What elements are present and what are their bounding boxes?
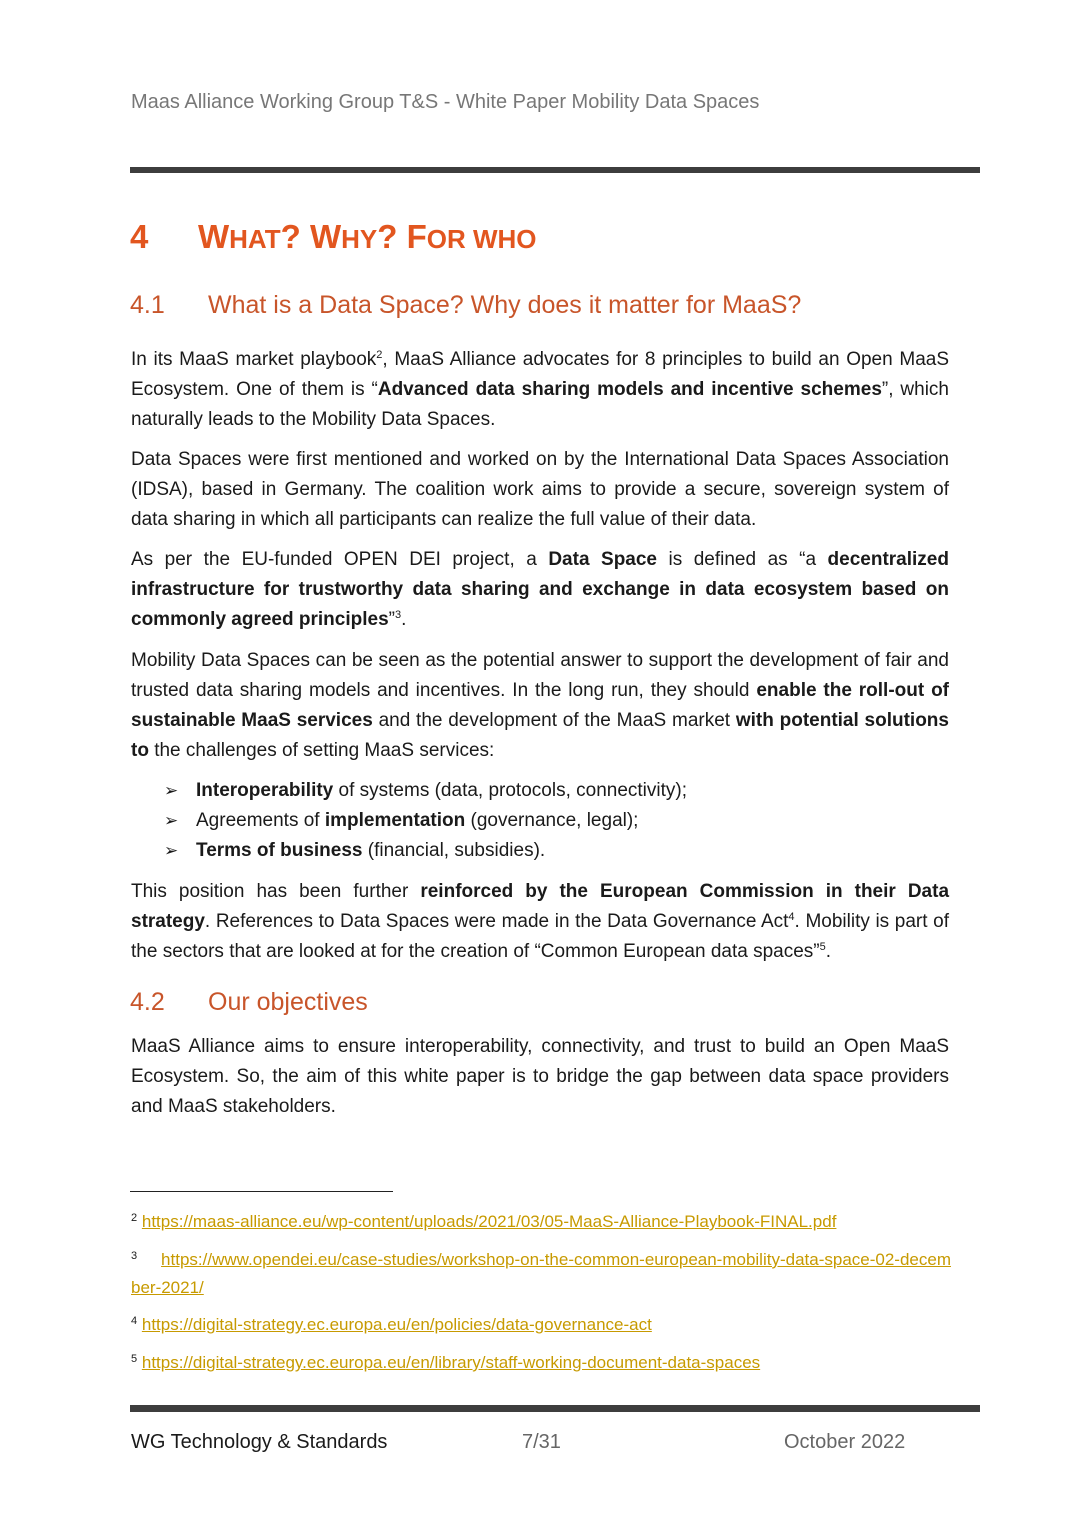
bold-text: decentralized infrastructure for trustworthy data sharing and exchange in data ecosystem based on commonly agreed principles bbox=[131, 549, 949, 630]
list-item bbox=[164, 836, 687, 866]
bold-text: Terms of business bbox=[196, 840, 363, 861]
text: and the development of the MaaS market bbox=[372, 710, 736, 731]
subsection-title: Our objectives bbox=[208, 988, 368, 1016]
footnote-number: 4 bbox=[131, 1315, 138, 1327]
subsection-number: 4.1 bbox=[130, 291, 165, 319]
text: Data Spaces were first mentioned and worked on by the International Data Spaces Association (IDSA), based in Germany. The coalition work aims to provide a secure, sovereign system of data sharing in which all participants can realize the full value of their data. bbox=[131, 449, 949, 530]
footnote-link[interactable]: https://digital-strategy.ec.europa.eu/en/library/staff-working-document-data-spaces bbox=[141, 1353, 761, 1372]
bullet-list bbox=[164, 776, 687, 866]
arrow-bullet-icon: ➢ bbox=[164, 841, 179, 860]
footnote-ref[interactable]: 2 bbox=[376, 349, 383, 361]
footer-working-group: WG Technology & Standards bbox=[131, 1431, 388, 1453]
bold-text: with potential solutions to bbox=[131, 710, 949, 761]
text: . bbox=[825, 941, 832, 962]
text: As per the EU-funded OPEN DEI project, a bbox=[131, 549, 549, 570]
section-title-part: HAT bbox=[229, 224, 281, 254]
paragraph bbox=[131, 345, 949, 435]
arrow-bullet-icon: ➢ bbox=[164, 781, 179, 800]
text: MaaS Alliance aims to ensure interoperability, connectivity, and trust to build an Open MaaS Ecosystem. So, the aim of this white paper is to bridge the gap between data space providers and MaaS stakeholders. bbox=[131, 1036, 949, 1117]
arrow-bullet-icon: ➢ bbox=[164, 811, 179, 830]
section-title-part: HY bbox=[341, 224, 378, 254]
paragraph bbox=[131, 877, 949, 967]
list-item bbox=[164, 776, 687, 806]
list-item bbox=[164, 806, 687, 836]
footnote-ref[interactable]: 3 bbox=[394, 609, 402, 621]
subsection-heading bbox=[130, 291, 801, 320]
footnote bbox=[131, 1311, 951, 1339]
bold-text: Advanced data sharing models and incentive schemes bbox=[377, 379, 882, 400]
bold-text: Data Space bbox=[548, 549, 657, 570]
footer-rule bbox=[130, 1405, 980, 1412]
text: . Mobility is part of the sectors that are looked at for the creation of “Common European data spaces” bbox=[131, 911, 949, 962]
footnote-link[interactable]: https://www.opendei.eu/case-studies/workshop-on-the-common-european-mobility-data-space-02-december-2021/ bbox=[131, 1250, 951, 1297]
footnote-link[interactable]: https://maas-alliance.eu/wp-content/uploads/2021/03/05-MaaS-Alliance-Playbook-FINAL.pdf bbox=[141, 1212, 837, 1231]
footnote-ref[interactable]: 4 bbox=[788, 911, 795, 923]
footnote-number: 3 bbox=[131, 1250, 138, 1262]
bold-text: implementation bbox=[324, 810, 466, 831]
subsection-title: What is a Data Space? Why does it matter for MaaS? bbox=[208, 291, 802, 319]
paragraph bbox=[131, 545, 949, 635]
bold-text: Interoperability bbox=[196, 780, 334, 801]
section-heading bbox=[130, 218, 537, 256]
footer-date: October 2022 bbox=[784, 1431, 906, 1453]
running-header: Maas Alliance Working Group T&S - White Paper Mobility Data Spaces bbox=[131, 91, 760, 113]
paragraph bbox=[131, 1032, 949, 1122]
section-title-part: ? W bbox=[280, 218, 342, 255]
header-rule bbox=[130, 167, 980, 173]
bold-text: reinforced by the European Commission in their Data strategy bbox=[131, 881, 950, 932]
paragraph bbox=[131, 646, 949, 766]
section-title-part: OR WHO bbox=[426, 224, 537, 254]
text: ”, which naturally leads to the Mobility Data Spaces. bbox=[131, 379, 949, 430]
text: is defined as “a bbox=[657, 549, 828, 570]
paragraph bbox=[131, 445, 949, 535]
footnote bbox=[131, 1246, 951, 1302]
section-title-part: W bbox=[198, 218, 230, 255]
footnote bbox=[131, 1349, 951, 1377]
footnote-number: 2 bbox=[131, 1212, 138, 1224]
footnote-ref[interactable]: 5 bbox=[819, 941, 826, 953]
page-number: 7/31 bbox=[522, 1431, 561, 1453]
footnote-number: 5 bbox=[131, 1353, 138, 1365]
text: In its MaaS market playbook bbox=[131, 349, 377, 370]
footnote-separator bbox=[130, 1191, 393, 1192]
text: Mobility Data Spaces can be seen as the potential answer to support the development of fair and trusted data sharing models and incentives. In the long run, they should bbox=[131, 650, 949, 701]
text: ” bbox=[388, 609, 395, 630]
text: , MaaS Alliance advocates for 8 principles to build an Open MaaS Ecosystem. One of them is “ bbox=[131, 349, 949, 400]
subsection-heading bbox=[130, 988, 368, 1017]
text: (financial, subsidies). bbox=[362, 840, 546, 861]
text: This position has been further bbox=[131, 881, 421, 902]
section-number: 4 bbox=[130, 218, 149, 255]
text: . bbox=[401, 609, 407, 630]
text: (governance, legal); bbox=[465, 810, 639, 831]
text: the challenges of setting MaaS services: bbox=[148, 740, 495, 761]
text: Agreements of bbox=[196, 810, 325, 831]
subsection-number: 4.2 bbox=[130, 988, 165, 1016]
text: of systems (data, protocols, connectivity); bbox=[333, 780, 687, 801]
bold-text: enable the roll-out of sustainable MaaS services bbox=[131, 680, 949, 731]
section-title-part: ? F bbox=[377, 218, 427, 255]
footnote bbox=[131, 1208, 951, 1236]
text: . References to Data Spaces were made in the Data Governance Act bbox=[204, 911, 789, 932]
footnote-link[interactable]: https://digital-strategy.ec.europa.eu/en/policies/data-governance-act bbox=[141, 1315, 652, 1334]
